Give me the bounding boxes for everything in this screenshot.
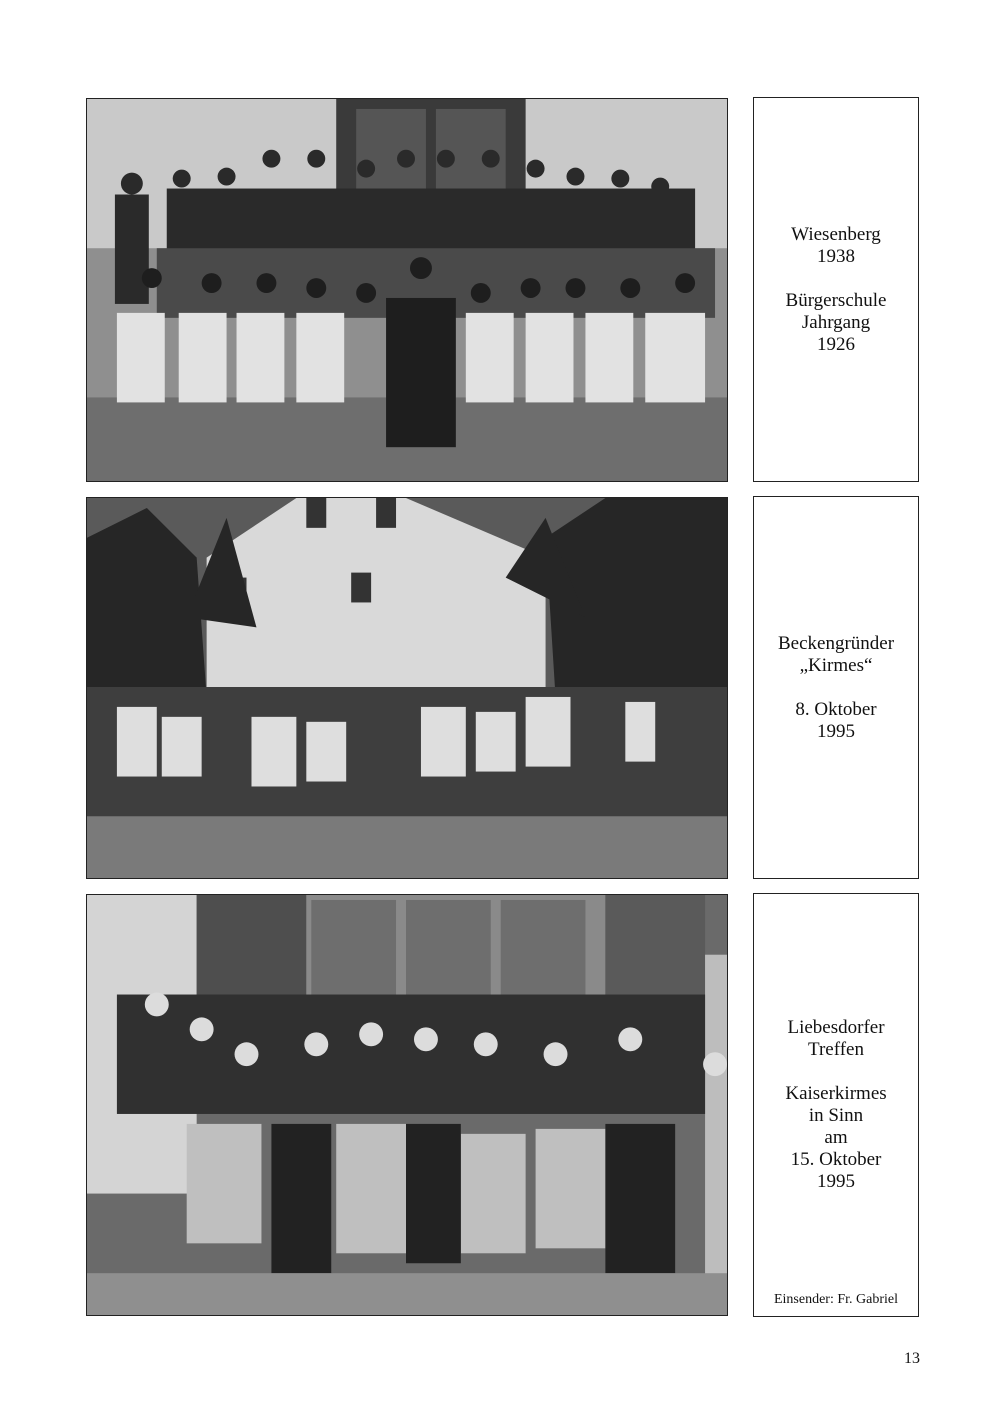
caption-place [791, 224, 881, 268]
caption-line: Bürgerschule [785, 289, 887, 311]
caption-line: Liebesdorfer [787, 1017, 885, 1038]
caption-details [795, 699, 876, 743]
caption-line: am [824, 1127, 848, 1148]
photo-liebesdorfer-treffen-1995 [86, 894, 728, 1316]
photo-school-class-1938 [86, 98, 728, 482]
photo-credit: Einsender: Fr. Gabriel [773, 1292, 899, 1307]
photo-school-class-1938-image [87, 99, 727, 481]
caption-line: 1995 [817, 1171, 855, 1192]
caption-line: 8. Oktober [795, 698, 877, 720]
caption-line: 1926 [817, 333, 855, 355]
caption-line: 15. Oktober [790, 1149, 882, 1170]
caption-line: in Sinn [808, 1105, 864, 1126]
photo-kirmes-1995 [86, 497, 728, 879]
caption-line: Wiesenberg [791, 223, 881, 245]
caption-place [787, 1017, 884, 1061]
caption-line: „Kirmes“ [799, 654, 873, 676]
caption-school-class-1938 [753, 97, 919, 482]
photo-liebesdorfer-treffen-1995-image [87, 895, 727, 1315]
caption-kirmes-1995 [753, 496, 919, 879]
caption-line: Beckengründer [777, 632, 895, 654]
photo-kirmes-1995-image [87, 498, 727, 878]
caption-line: 1938 [816, 245, 855, 267]
caption-liebesdorfer-treffen-1995 [753, 893, 919, 1317]
caption-details [786, 290, 887, 356]
caption-line: Kaiserkirmes [785, 1083, 887, 1104]
caption-place [778, 633, 894, 677]
caption-details [785, 1083, 886, 1193]
caption-line: Jahrgang [801, 311, 871, 333]
caption-line: 1995 [816, 720, 855, 742]
page-number: 13 [904, 1350, 920, 1367]
caption-line: Treffen [808, 1039, 864, 1060]
